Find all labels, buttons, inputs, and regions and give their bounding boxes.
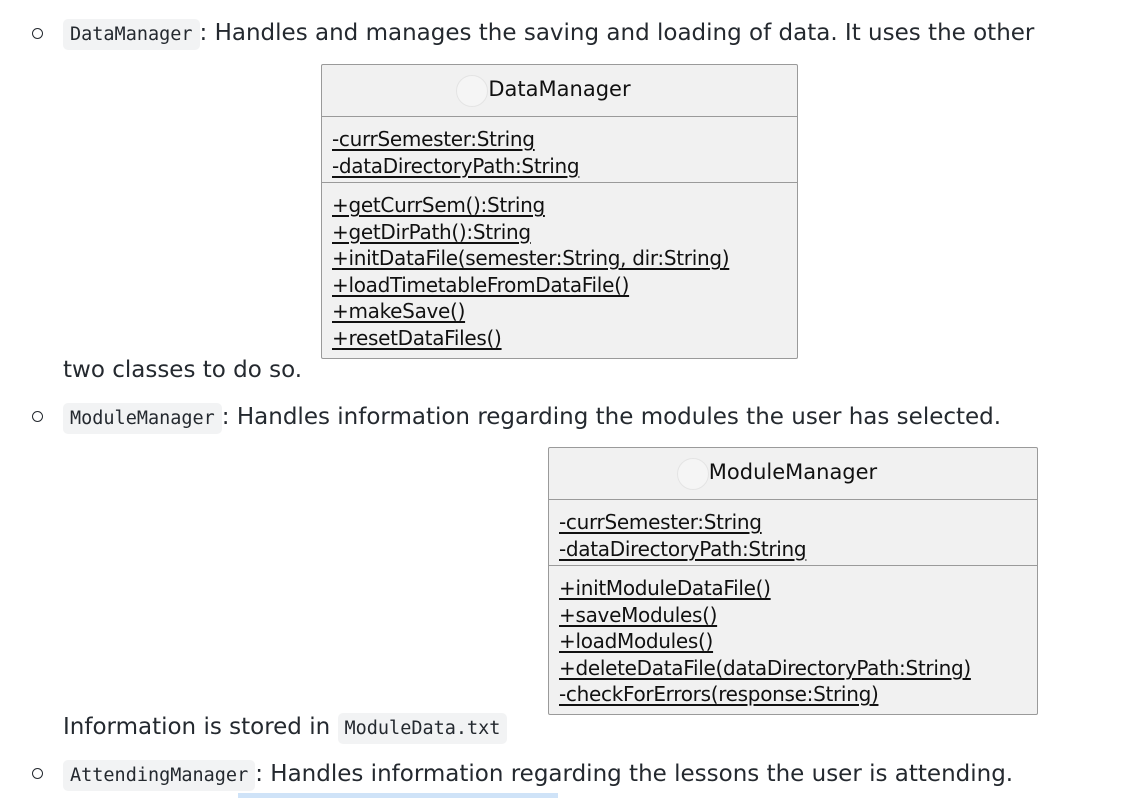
uml-method: -checkForErrors(response:String) <box>559 682 879 706</box>
item-description: : Handles and manages the saving and loading of data. It uses the other <box>199 20 1035 46</box>
uml-method: +initModuleDataFile() <box>559 576 771 600</box>
uml-class-modulemanager <box>548 447 1038 715</box>
uml-method: +initDataFile(semester:String, dir:String) <box>332 246 730 270</box>
note-text: Information is stored in <box>63 714 338 740</box>
uml-class-datamanager <box>321 64 798 359</box>
uml-method: +makeSave() <box>332 299 466 323</box>
inline-code: AttendingManager <box>63 760 255 791</box>
uml-attribute: -currSemester:String <box>559 510 762 534</box>
uml-method: +loadTimetableFromDataFile() <box>332 272 630 297</box>
list-item-attendingmanager <box>63 759 1013 791</box>
uml-class-title <box>549 448 1037 500</box>
inline-code: DataManager <box>63 19 200 50</box>
uml-class-name: ModuleManager <box>708 460 878 484</box>
uml-attributes <box>322 117 797 183</box>
item-note <box>63 712 507 744</box>
list-bullet <box>32 768 43 779</box>
item-description: : Handles information regarding the modules the user has selected. <box>221 404 1002 430</box>
uml-class-name: DataManager <box>488 77 631 101</box>
partial-image-edge <box>238 793 558 798</box>
list-bullet <box>32 28 43 39</box>
uml-method: +resetDataFiles() <box>332 325 502 350</box>
uml-method: +deleteDataFile(dataDirectoryPath:String) <box>559 655 971 680</box>
item-description: : Handles information regarding the lessons the user is attending. <box>255 761 1014 787</box>
uml-method: +getDirPath():String <box>332 219 531 244</box>
uml-attribute: -dataDirectoryPath:String <box>559 536 807 561</box>
uml-attributes <box>549 500 1037 566</box>
list-item-datamanager <box>63 18 1034 50</box>
class-stereotype-icon <box>677 458 709 490</box>
item-continuation: two classes to do so. <box>63 357 303 383</box>
inline-code: ModuleData.txt <box>338 713 508 744</box>
uml-methods <box>322 183 797 353</box>
class-stereotype-icon <box>456 75 488 107</box>
uml-attribute: -currSemester:String <box>332 127 535 151</box>
uml-method: +loadModules() <box>559 629 714 653</box>
uml-class-title <box>322 65 797 117</box>
inline-code: ModuleManager <box>63 403 222 434</box>
list-bullet <box>32 411 43 422</box>
uml-method: +getCurrSem():String <box>332 193 545 217</box>
uml-attribute: -dataDirectoryPath:String <box>332 153 580 178</box>
uml-method: +saveModules() <box>559 602 718 627</box>
list-item-modulemanager <box>63 402 1001 434</box>
uml-methods <box>549 566 1037 710</box>
